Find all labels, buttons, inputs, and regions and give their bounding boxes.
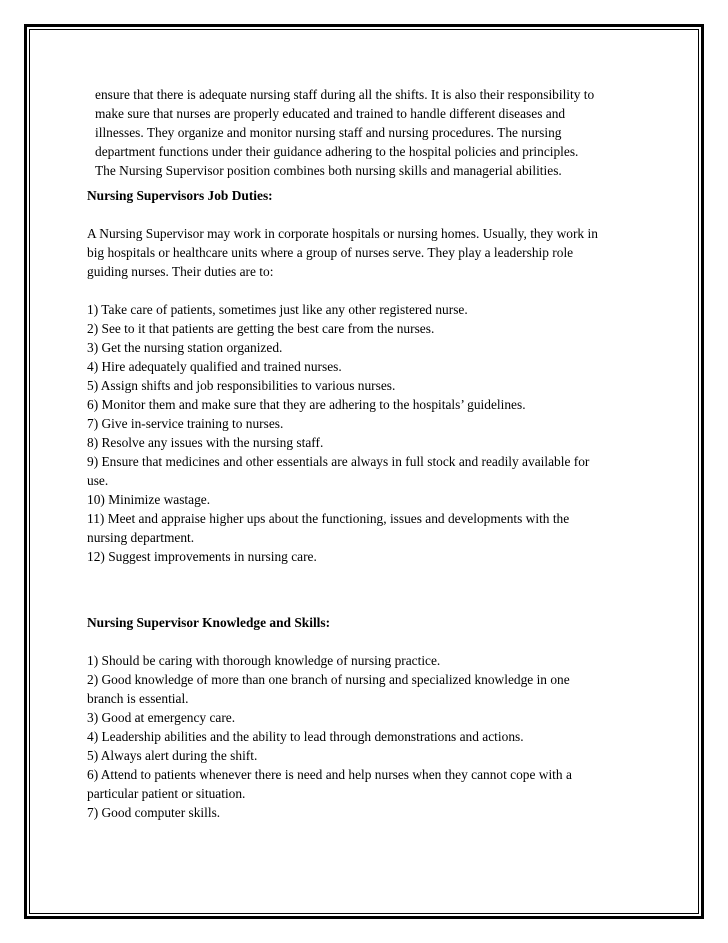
- list-item: [87, 376, 647, 395]
- list-item: [87, 727, 647, 746]
- list-item: [87, 708, 647, 727]
- list-item-line: 4) Hire adequately qualified and trained nurses.: [87, 359, 342, 374]
- list-item-line: 3) Get the nursing station organized.: [87, 340, 283, 355]
- list-item-line: 6) Monitor them and make sure that they are adhering to the hospitals’ guidelines.: [87, 397, 526, 412]
- intro-line: ensure that there is adequate nursing staff during all the shifts. It is also their responsibility to: [95, 87, 595, 102]
- list-item: [87, 338, 647, 357]
- list-item-line: 5) Always alert during the shift.: [87, 748, 258, 763]
- list-item-line: nursing department.: [87, 530, 195, 545]
- list-item-line: 3) Good at emergency care.: [87, 710, 236, 725]
- list-item: [87, 746, 647, 765]
- list-item-line: 11) Meet and appraise higher ups about the functioning, issues and developments with the: [87, 511, 570, 526]
- intro-paragraph: [87, 85, 647, 180]
- list-item-line: 2) Good knowledge of more than one branch of nursing and specialized knowledge in one: [87, 672, 570, 687]
- list-item-line: 12) Suggest improvements in nursing care.: [87, 549, 317, 564]
- list-item: [87, 803, 647, 822]
- list-item-line: 1) Should be caring with thorough knowledge of nursing practice.: [87, 653, 441, 668]
- list-item: [87, 433, 647, 452]
- duties-list: [87, 300, 647, 566]
- duties-paragraph: [87, 224, 647, 281]
- list-item: [87, 547, 647, 566]
- list-item-line: 9) Ensure that medicines and other essentials are always in full stock and readily available for: [87, 454, 590, 469]
- list-item: [87, 651, 647, 670]
- spacer: [87, 566, 647, 613]
- list-item: [87, 452, 647, 490]
- intro-line: illnesses. They organize and monitor nursing staff and nursing procedures. The nursing: [95, 125, 562, 140]
- paragraph-line: guiding nurses. Their duties are to:: [87, 264, 274, 279]
- list-item-line: 4) Leadership abilities and the ability to lead through demonstrations and actions.: [87, 729, 524, 744]
- intro-line: department functions under their guidance adhering to the hospital policies and principles.: [95, 144, 579, 159]
- spacer: [87, 632, 647, 651]
- intro-line: The Nursing Supervisor position combines both nursing skills and managerial abilities.: [95, 163, 562, 178]
- list-item-line: 2) See to it that patients are getting the best care from the nurses.: [87, 321, 435, 336]
- list-item: [87, 414, 647, 433]
- document-body: [87, 85, 647, 822]
- paragraph-line: A Nursing Supervisor may work in corporate hospitals or nursing homes. Usually, they work in: [87, 226, 598, 241]
- list-item-line: 6) Attend to patients whenever there is need and help nurses when they cannot cope with a: [87, 767, 572, 782]
- skills-list: [87, 651, 647, 822]
- list-item-line: 7) Give in-service training to nurses.: [87, 416, 284, 431]
- list-item: [87, 357, 647, 376]
- intro-line: make sure that nurses are properly educated and trained to handle different diseases and: [95, 106, 566, 121]
- list-item-line: 8) Resolve any issues with the nursing staff.: [87, 435, 324, 450]
- list-item-line: 1) Take care of patients, sometimes just like any other registered nurse.: [87, 302, 468, 317]
- duties-heading: Nursing Supervisors Job Duties:: [87, 188, 273, 203]
- list-item: [87, 509, 647, 547]
- list-item: [87, 765, 647, 803]
- list-item-line: particular patient or situation.: [87, 786, 246, 801]
- list-item: [87, 319, 647, 338]
- list-item: [87, 670, 647, 708]
- list-item-line: 5) Assign shifts and job responsibilities to various nurses.: [87, 378, 396, 393]
- skills-heading: Nursing Supervisor Knowledge and Skills:: [87, 615, 331, 630]
- list-item: [87, 490, 647, 509]
- paragraph-line: big hospitals or healthcare units where a group of nurses serve. They play a leadership role: [87, 245, 574, 260]
- list-item-line: 7) Good computer skills.: [87, 805, 221, 820]
- list-item-line: 10) Minimize wastage.: [87, 492, 211, 507]
- list-item-line: branch is essential.: [87, 691, 189, 706]
- list-item: [87, 395, 647, 414]
- list-item: [87, 300, 647, 319]
- spacer: [87, 281, 647, 300]
- list-item-line: use.: [87, 473, 109, 488]
- spacer: [87, 205, 647, 224]
